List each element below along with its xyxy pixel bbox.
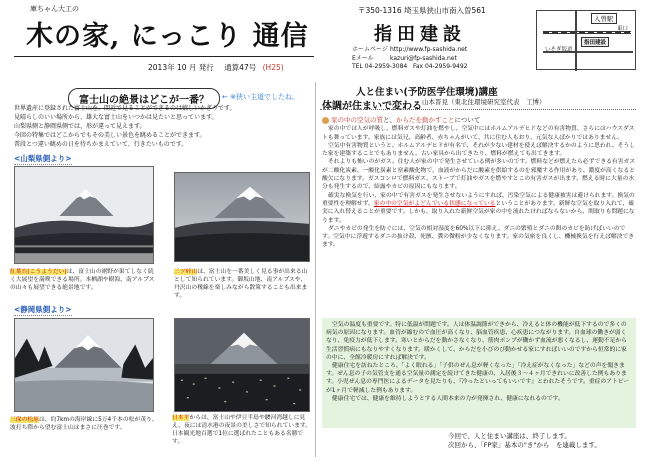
column-paragraph — [322, 192, 636, 225]
column-paragraph-text: ということがあります。新鮮な空気を取り入れて、確実に入れ替えることが重要です。しかも、取り入れた新鮮空気が家の中を流れたければならないから、間取りも問題になります。 — [322, 200, 635, 224]
health-paragraph: 健康住宅では、健康を維持しようとする人間本来の力が発揮され、健康になれるのです。 — [332, 395, 564, 402]
column-heading-rule — [320, 109, 636, 110]
fuji-note: ← ※狭い主道でしたね。 — [222, 93, 299, 101]
tel-number: TEL 04-2959-3084 — [352, 63, 408, 70]
fuji-line: 今回の特集ではどこからでもその美しい景色を眺めることができます。 — [14, 132, 206, 139]
column-paragraph: 家の中では人が呼吸し、燃料ガスや灯油を燃やし、空気中にはホルムアルデヒドなどの有害物質、さらにはハウスダストも舞っています。家族には気兄、高齢者、赤ちゃんがいて、共に住む人もおり、元気な人ばかりではありません。 — [322, 126, 635, 141]
photo-miho — [14, 318, 154, 412]
homepage-label: ホームページ — [352, 46, 388, 53]
bullet-icon — [322, 117, 329, 124]
photo-koyodai — [14, 166, 154, 264]
caption-koyodai-text: は、富士山の裾野が果てしなく続く大展望を満喫できる場所。本栖湖や樹海、南アルプスの山々も展望できる絶景地です。 — [10, 269, 155, 291]
column-ending — [448, 432, 601, 450]
column-series-title: 人と住まい(予防医学住環境)講座 — [356, 87, 498, 98]
map-road — [575, 11, 577, 71]
shizuoka-label: <静岡県側より> — [14, 305, 72, 314]
column-paragraph: それよりも怖いのがガス。住む人が家の中で発生させている例が多いのです。燃料などが燃えたら必ずできる有害ガスが二酸化炭素、一酸化炭素と窒素酸化物で、血液がからだに酸素を供給するのを邪魔する作用があり、濃度が高くなると酸欠になります。ガスコンロで燃料ガス、ストーブで灯油やガスを燃やすとこの有害ガスが出ます。燃える時に大量の水分も発生するので、結露やカビの原因にもなります。 — [322, 159, 636, 191]
newsletter-title: 木の家, にっこり 通信 — [26, 21, 309, 52]
company-map-label: 指田建設 — [581, 37, 609, 47]
photo-mitsutoge — [174, 172, 310, 262]
caption-mitsutoge-place: 三ツ峠山 — [174, 269, 198, 275]
station-label: 入曽駅 — [591, 13, 617, 24]
issue-number: 通算47号 — [224, 63, 257, 72]
caption-nihondaira — [172, 414, 312, 446]
lead-topic-b: からだを動かすこと — [396, 116, 455, 124]
caption-nihondaira-text: からは、富士山や伊豆半島や駿河湾越しに見え、夜には清水港の夜景の美しさで知られています。日本観光地百選で1位に選ばれたこともある名勝です。 — [172, 415, 312, 445]
fax-number: Fax 04-2959-9492 — [412, 63, 468, 70]
fuji-line: 山梨県側と静岡県側では、形が違って見えます。 — [14, 123, 146, 130]
photo-nihondaira — [174, 318, 310, 412]
email-address[interactable]: kazuri@fp-sashida.net — [390, 54, 457, 62]
yamanashi-label: <山梨県側より> — [14, 154, 72, 163]
ending-line-1: 今回で、人と住まい講座は、終了します。 — [448, 432, 571, 440]
fuji-paragraph — [14, 104, 310, 149]
health-paragraph: 健康住宅を訪ねたところ、「よく眠れる」「子供のぜん息が軽くなった」「冷え症がなくなった」などの声を聞きます。ぜん息の子の気管支を通る空気量の測定を続けてきた健康の、入居後３～４ヶ月できれいに改善した例もあります。小児ぜん息の専門医によるデータを見たりも、『冷ったといってもいいです』とわれたそうです。重症のアトピーが1ヶ月で軽減した例もあります。 — [326, 363, 630, 394]
column-paragraph: 空気中有害物質というと、ホルムアルデヒドが有名で、それが少ない建材を使えば解決するかのように思われ、そうした家を建築することでもありません。古い家具から出てきたり、燃料が燃えても出てきます。 — [322, 142, 636, 158]
caption-miho — [10, 416, 160, 432]
lead-mid: と、 — [383, 116, 396, 124]
caption-miho-place: 三保の松原 — [10, 417, 39, 423]
lead-end: について — [454, 116, 481, 124]
caption-miho-text: は、約7kmの海岸線に5万4千本の松が茂り、波打ち際から望む富士山はまさに圧巻です。 — [10, 417, 158, 431]
column-body — [322, 116, 636, 250]
caption-koyodai — [10, 268, 156, 292]
issue-date: 2013年 10 月 発行 — [148, 63, 214, 72]
column-author: 山本晋見（東北住環境研究室代表 工博） — [422, 98, 546, 106]
email-label: Eメール — [352, 54, 374, 62]
issue-info — [148, 62, 284, 73]
caption-mitsutoge — [174, 268, 312, 300]
column-divider — [315, 82, 316, 457]
health-paragraph: 空気の温度も重要です。特に低温が問題です。人は体温調節ができから、冷えると体の機能が低下するので多くの病気の原因になります。血管が縮むので血圧が高くなり、脳血管疾患、心疾患につながります。自血球の働きが弱くなり、免疫力が低下します。寒いとからだを動かさなくなり、筋肉ポンプが働かず血流が悪くなるし、運動不足から生活習慣病にもなりやすくなります。暖かくして、からだを小びのび動かせる家にすればいいのですから恒常的に家の中に、全館冷暖房にすれば解決です。 — [326, 322, 627, 361]
access-map — [536, 10, 636, 70]
fuji-line: 世界遺産に登録された富士山を、間近で見ることができるのは嬉しいかぎりです。 — [14, 105, 236, 112]
caption-koyodai-place: 紅葉台(こうようだい) — [10, 269, 67, 275]
fuji-heading: 富士山の絶景はどこが一番？ — [68, 88, 220, 109]
fuji-line: 見晴らしのいい場所から、雄大な富士山をいつかは見たいと思っています。 — [14, 114, 218, 121]
column-paragraph: ダニやカビの発生を防ぐには、空気の相対湿度を60%以下に抑え、ダニの繁殖とダニの餌のカビを防げばいいのです。空気中に浮遊するダニの抜け殻、死骸、糞の微粉が少なくなります。家の気密を良くし、機械換気を行えば解決できます。 — [322, 225, 635, 249]
header-small-top: 庫ちゃん大工の — [30, 5, 79, 13]
header-rule — [14, 56, 314, 57]
company-contact — [352, 46, 468, 72]
company-address: 〒350-1316 埼玉県狭山市南入曽561 — [358, 6, 486, 15]
homepage-url[interactable]: http://www.fp-sashida.net — [390, 46, 468, 53]
column-lead — [322, 116, 636, 124]
issue-era: (H25) — [262, 63, 284, 72]
caption-nihondaira-place: 日本平 — [172, 415, 190, 421]
column-highlight: 家の中の空気がよどんでいる状態になっている — [373, 200, 496, 207]
fuji-line: 普段とつ違い眺めの日を待ちかまえていて、行きたいものです。 — [14, 141, 188, 148]
ending-line-2: 次回から、「FP家」基本の"き"から を連載します。 — [448, 441, 601, 449]
east-exit-label: 東口 — [617, 26, 629, 32]
company-name: 指田建設 — [374, 24, 466, 45]
column-heading: 体調が住まいで変わる — [322, 101, 422, 112]
health-box — [322, 318, 636, 428]
road-label: いそぎ坂道 — [545, 47, 573, 53]
caption-mitsutoge-text: は、富士山を一番美しく見る事が出来る山として知られています。御坂山地、南アルプスや、丹沢山の稜線を楽しみながら散策することも出来ます。 — [174, 269, 308, 299]
column-paragraph-text: 確実な換気を行い、家の中で有害ガスを発生させないようにすれば、汚染空気による健康被害は避けられます。換気の重要性を理解せず、 — [322, 192, 635, 207]
lead-topic-a: 家の中の空気の質 — [331, 116, 383, 124]
